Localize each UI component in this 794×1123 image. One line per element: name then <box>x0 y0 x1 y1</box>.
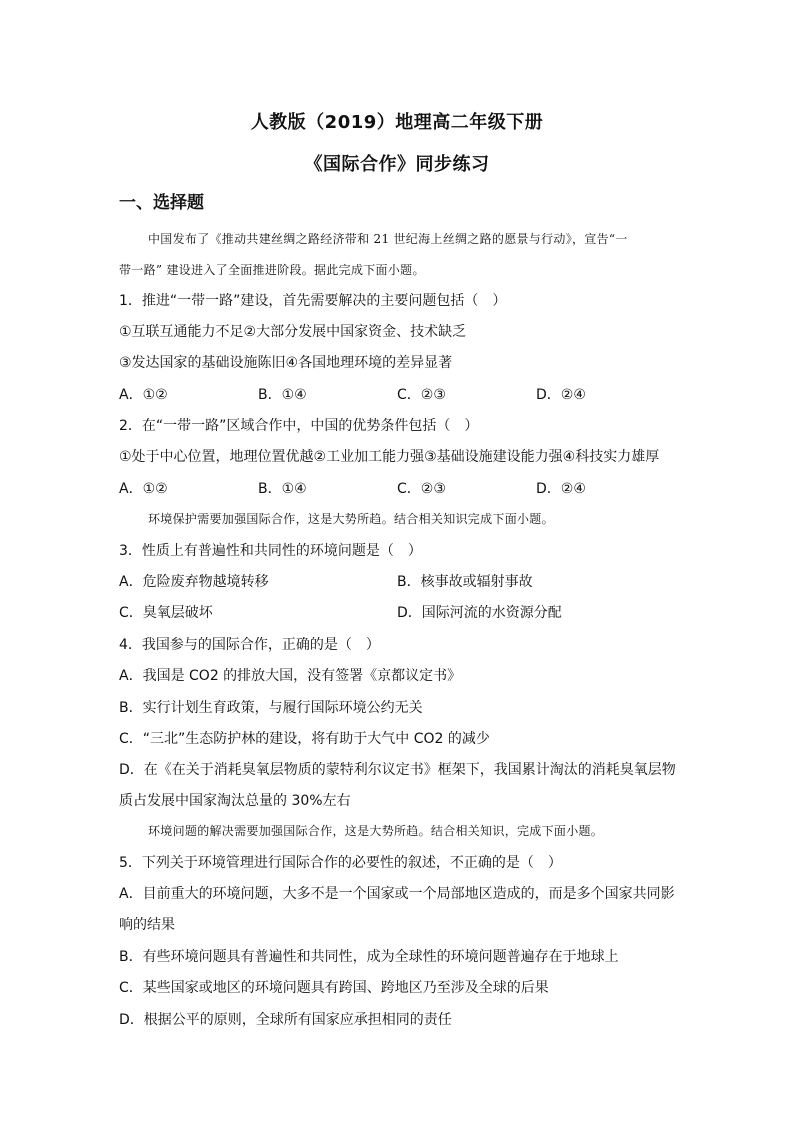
question-item: ③发达国家的基础设施陈旧④各国地理环境的差异显著 <box>119 355 453 371</box>
material-text: 带一路” 建设进入了全面推进阶段。据此完成下面小题。 <box>119 263 425 277</box>
question-stem: 2．在“一带一路”区域合作中，中国的优势条件包括（ ） <box>119 418 479 434</box>
option-a: A．①② <box>119 481 168 497</box>
option-b: B．有些环境问题具有普遍性和共同性，成为全球性的环境问题普遍存在于地球上 <box>119 949 619 965</box>
option-b: B．实行计划生育政策，与履行国际环境公约无关 <box>119 700 423 716</box>
material-text: 中国发布了《推动共建丝绸之路经济带和 21 世纪海上丝绸之路的愿景与行动》，宣告“一 <box>148 232 628 246</box>
option-d: D．在《在关于消耗臭氧层物质的蒙特利尔议定书》框架下，我国累计淘汰的消耗臭氧层物 <box>119 762 676 778</box>
option-a: A．危险废弃物越境转移 <box>119 574 269 590</box>
question-stem: 3．性质上有普遍性和共同性的环境问题是（ ） <box>119 543 422 559</box>
material-text: 环境保护需要加强国际合作，这是大势所趋。结合相关知识完成下面小题。 <box>148 512 554 526</box>
option-c: C．“三北”生态防护林的建设，将有助于大气中 CO2 的减少 <box>119 731 490 747</box>
question-stem: 4．我国参与的国际合作，正确的是（ ） <box>119 637 380 653</box>
option-d-continued: 质占发展中国家淘汰总量的 30%左右 <box>119 793 351 809</box>
material-text: 环境问题的解决需要加强国际合作，这是大势所趋。结合相关知识，完成下面小题。 <box>148 824 604 838</box>
option-a: A．目前重大的环境问题，大多不是一个国家或一个局部地区造成的，而是多个国家共同影 <box>119 886 675 902</box>
question-item: ①互联互通能力不足②大部分发展中国家资金、技术缺乏 <box>119 324 467 340</box>
option-c: C．臭氧层破坏 <box>119 605 213 621</box>
option-b: B．核事故或辐射事故 <box>397 574 533 590</box>
option-c: C．②③ <box>397 387 446 403</box>
question-stem: 1．推进“一带一路”建设，首先需要解决的主要问题包括（ ） <box>119 293 507 309</box>
option-b: B．①④ <box>258 481 307 497</box>
option-c: C．某些国家或地区的环境问题具有跨国、跨地区乃至涉及全球的后果 <box>119 980 549 996</box>
option-c: C．②③ <box>397 481 446 497</box>
option-a: A．①② <box>119 387 168 403</box>
option-b: B．①④ <box>258 387 307 403</box>
document-title: 人教版（2019）地理高二年级下册 <box>250 112 544 133</box>
question-stem: 5．下列关于环境管理进行国际合作的必要性的叙述，不正确的是（ ） <box>119 855 562 871</box>
question-item: ①处于中心位置，地理位置优越②工业加工能力强③基础设施建设能力强④科技实力雄厚 <box>119 449 660 465</box>
option-a: A．我国是 CO2 的排放大国，没有签署《京都议定书》 <box>119 668 462 684</box>
section-heading: 一、选择题 <box>119 193 204 213</box>
option-d: D．根据公平的原则，全球所有国家应承担相同的责任 <box>119 1012 452 1028</box>
option-d: D．②④ <box>536 387 586 403</box>
option-d: D．②④ <box>536 481 586 497</box>
option-a-continued: 响的结果 <box>119 917 175 933</box>
document-subtitle: 《国际合作》同步练习 <box>304 154 490 175</box>
option-d: D．国际河流的水资源分配 <box>397 605 562 621</box>
